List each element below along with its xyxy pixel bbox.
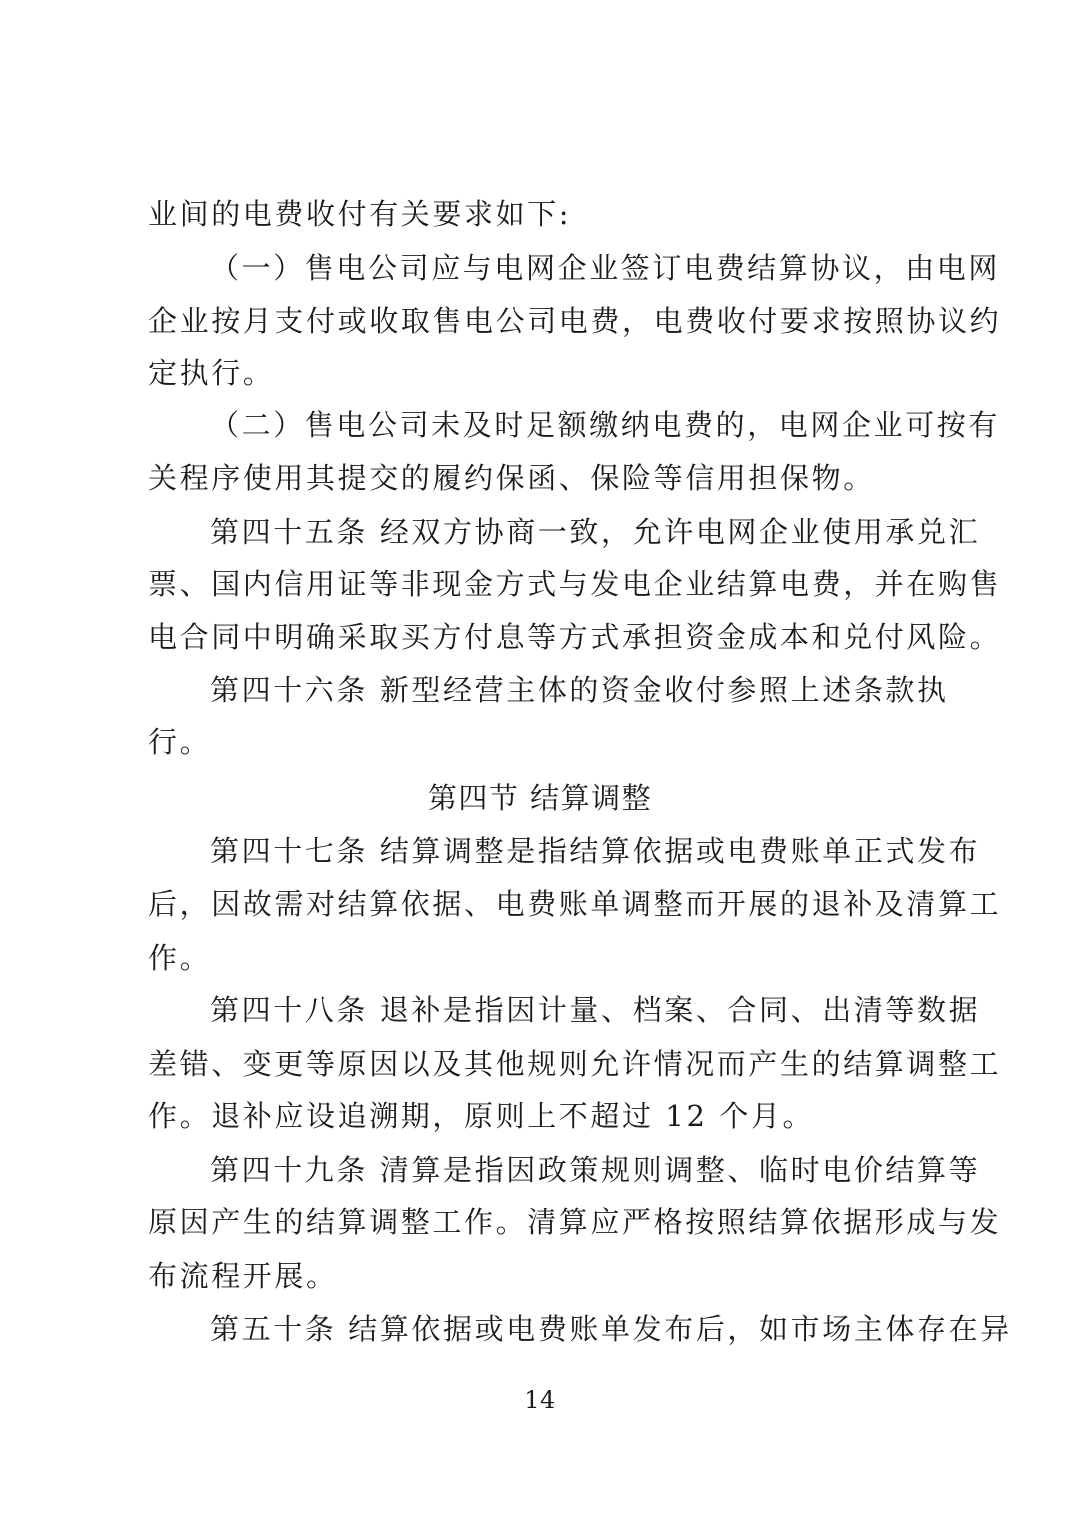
- page-number: 14: [524, 1386, 556, 1414]
- text-line: 业间的电费收付有关要求如下:: [148, 197, 572, 231]
- text-line: 企业按月支付或收取售电公司电费，电费收付要求按照协议约: [148, 304, 1002, 338]
- text-line: 第四十九条 清算是指因政策规则调整、临时电价结算等: [210, 1153, 981, 1187]
- text-line: 布流程开展。: [148, 1259, 338, 1293]
- text-line: 第五十条 结算依据或电费账单发布后，如市场主体存在异: [210, 1312, 1012, 1346]
- text-line: 票、国内信用证等非现金方式与发电企业结算电费，并在购售: [148, 567, 1002, 601]
- text-line: （一）售电公司应与电网企业签订电费结算协议，由电网: [210, 251, 1001, 285]
- text-line: 第四十五条 经双方协商一致，允许电网企业使用承兑汇: [210, 515, 981, 549]
- text-line: 作。退补应设追溯期，原则上不超过 12 个月。: [148, 1099, 815, 1133]
- text-line: （二）售电公司未及时足额缴纳电费的，电网企业可按有: [210, 408, 1001, 442]
- text-line: 原因产生的结算调整工作。清算应严格按照结算依据形成与发: [148, 1205, 1002, 1239]
- text-line: 关程序使用其提交的履约保函、保险等信用担保物。: [148, 461, 875, 495]
- text-line: 作。: [148, 941, 212, 975]
- text-line: 第四十七条 结算调整是指结算依据或电费账单正式发布: [210, 834, 981, 868]
- text-line: 第四十六条 新型经营主体的资金收付参照上述条款执: [210, 673, 949, 707]
- text-line: 差错、变更等原因以及其他规则允许情况而产生的结算调整工: [148, 1047, 1002, 1081]
- text-line: 后，因故需对结算依据、电费账单调整而开展的退补及清算工: [148, 887, 1002, 921]
- text-line: 第四十八条 退补是指因计量、档案、合同、出清等数据: [210, 993, 981, 1027]
- text-line: 行。: [148, 725, 212, 759]
- text-line: 电合同中明确采取买方付息等方式承担资金成本和兑付风险。: [148, 620, 1002, 654]
- text-line: 定执行。: [148, 356, 275, 390]
- section-heading: 第四节 结算调整: [427, 781, 653, 815]
